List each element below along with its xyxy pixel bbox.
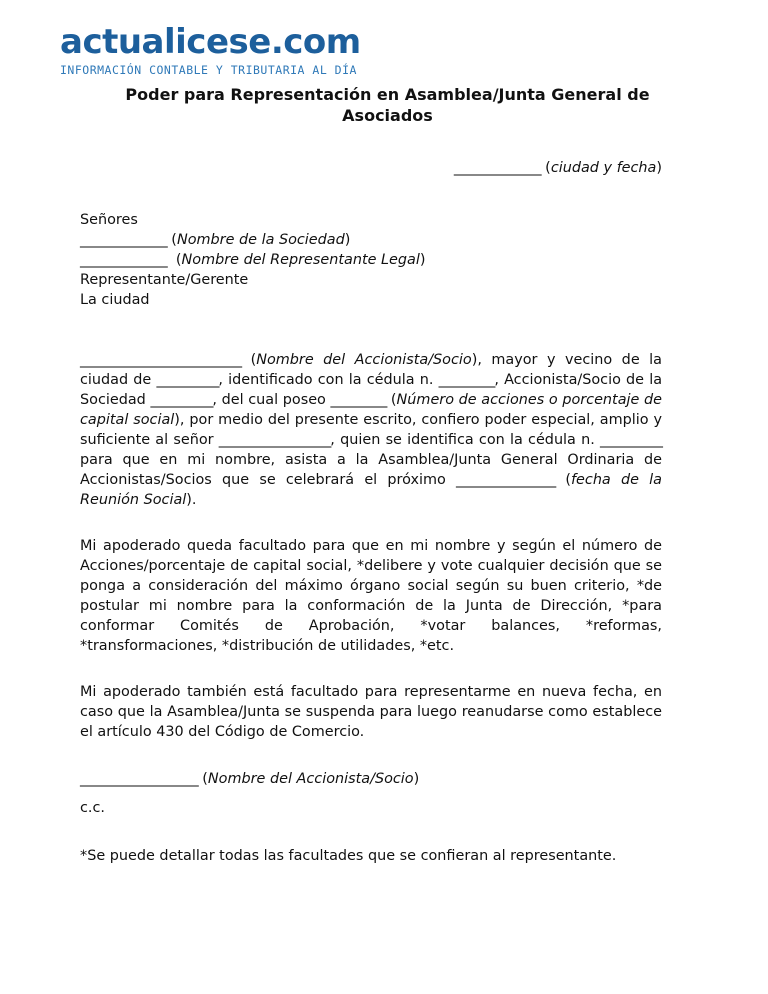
- signature-block: [80, 769, 662, 818]
- body1-text-7: para que en mi nombre, asista a la Asamblea/Junta General Ordinaria de Accionistas/Socios que se celebrará el próximo: [80, 452, 662, 488]
- salutation: Señores: [80, 212, 138, 228]
- body1-text-1: ), mayor y vecino de la ciudad de: [80, 352, 662, 388]
- paragraph-2: Mi apoderado queda facultado para que en mi nombre y según el número de Acciones/porcentaje de capital social, *delibere y vote cualquier decisión que se ponga a consideración del máximo órgano social según su buen criterio, *de postular mi nombre para la conformación de la Junta de Dirección, *para conformar Comités de Aprobación, *votar balances, *reformas, *transformaciones, *distribución de utilidades, *etc.: [80, 538, 662, 654]
- cc-line: c.c.: [80, 800, 105, 816]
- footnote: *Se puede detallar todas las facultades que se confieran al representante.: [80, 848, 617, 864]
- body1-text-8: ).: [186, 492, 197, 508]
- logo-brand: actualicese.com: [60, 22, 361, 62]
- proxy-id-blank: __________: [600, 432, 662, 448]
- society-blank: __________: [150, 392, 213, 408]
- shares-blank: _________: [330, 392, 387, 408]
- address-block: [80, 210, 662, 310]
- representative-label: Nombre del Representante Legal: [181, 252, 420, 268]
- signature-line: ___________________ (Nombre del Accionista/Socio): [80, 771, 420, 787]
- date-label: ciudad y fecha: [550, 160, 657, 176]
- city-line: La ciudad: [80, 292, 150, 308]
- logo-tagline: INFORMACIÓN CONTABLE Y TRIBUTARIA AL DÍA: [60, 63, 357, 77]
- representative-blank: ______________: [80, 252, 167, 268]
- role-line: Representante/Gerente: [80, 272, 249, 288]
- signature-label: Nombre del Accionista/Socio: [207, 771, 414, 787]
- date-line: ______________ (ciudad y fecha): [453, 160, 662, 176]
- meeting-date-label: fecha de la Reunión Social: [80, 472, 662, 508]
- company-line: ______________ (Nombre de la Sociedad): [80, 232, 351, 248]
- company-label: Nombre de la Sociedad: [176, 232, 345, 248]
- body1-text-5: ), por medio del presente escrito, confiero poder especial, amplio y suficiente al señor: [80, 412, 662, 448]
- shares-label: Número de acciones o porcentaje de capital social: [80, 392, 663, 428]
- logo: [60, 22, 361, 77]
- signature-blank: ___________________: [80, 771, 198, 787]
- body1-text-2: , identificado con la cédula n.: [218, 372, 434, 388]
- body1-text-4: , del cual poseo: [212, 392, 326, 408]
- body1-text-3: , Accionista/Socio de la Sociedad: [80, 372, 663, 408]
- body1-text-6: , quien se identifica con la cédula n.: [330, 432, 595, 448]
- paragraph-1: __________________________ (Nombre del Accionista/Socio), mayor y vecino de la ciudad de __________, identificado con la cédula n. _________, Accionista/Socio de la Sociedad __________, del cual poseo _________ (Número de acciones o porcentaje de capital social), por medio del presente escrito, confiero poder especial, amplio y suficiente al señor __________________, quien se identifica con la cédula n. __________ para que en mi nombre, asista a la Asamblea/Junta General Ordinaria de Accionistas/Socios que se celebrará el próximo ________________ (fecha de la Reunión Social).: [80, 352, 663, 508]
- meeting-date-blank: ________________: [456, 472, 556, 488]
- name-blank: __________________________: [80, 352, 242, 368]
- name-label: Nombre del Accionista/Socio: [256, 352, 472, 368]
- id-blank: _________: [438, 372, 495, 388]
- proxy-blank: __________________: [218, 432, 331, 448]
- company-blank: ______________: [80, 232, 167, 248]
- city-blank: __________: [156, 372, 219, 388]
- document-title: Poder para Representación en Asamblea/Junta General de Asociados: [125, 85, 650, 125]
- paragraph-3: Mi apoderado también está facultado para representarme en nueva fecha, en caso que la Asamblea/Junta se suspenda para luego reanudarse como establece el artículo 430 del Código de Comercio.: [80, 684, 662, 740]
- representative-line: ______________ (Nombre del Representante Legal): [80, 252, 426, 268]
- date-blank: ______________: [453, 160, 541, 176]
